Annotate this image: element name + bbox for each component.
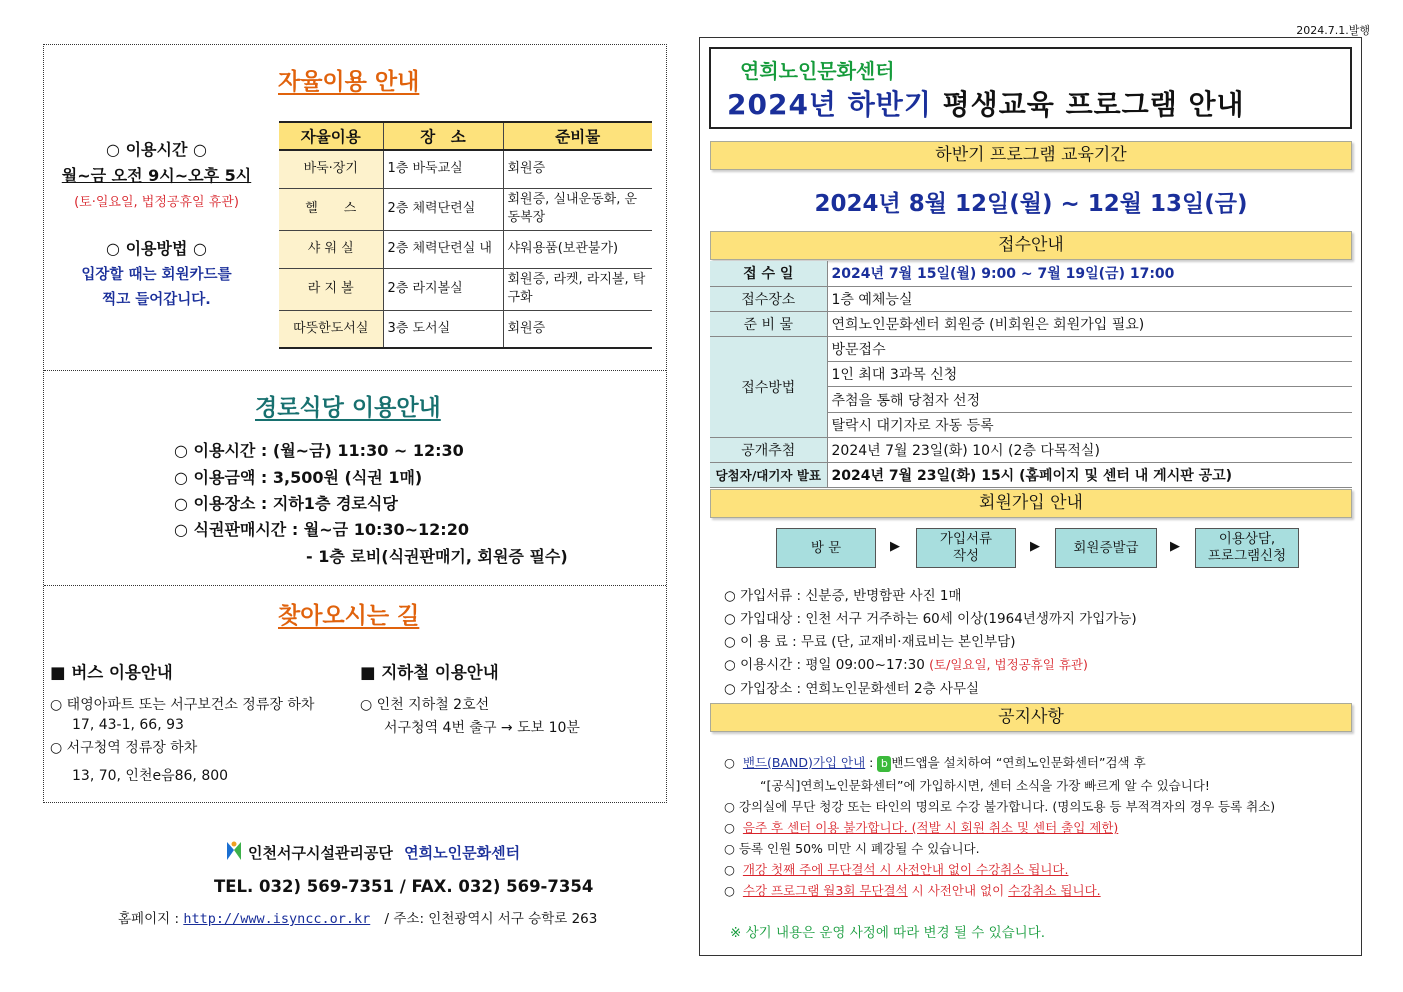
place-cell: 2층 라지볼실 (383, 268, 503, 310)
table-row (710, 337, 1352, 362)
draw-key: 공개추첨 (710, 437, 827, 462)
reg-method-value: 방문접수 (827, 337, 1352, 362)
absence-text-c: 수강취소 됩니다. (1008, 883, 1101, 898)
section-divider (44, 370, 666, 371)
ticket-sales-hours: ○ 식권판매시간 : 월~금 10:30~12:20 (174, 520, 469, 539)
activity-cell: 헬 스 (279, 188, 383, 230)
reg-prep-value: 연희노인문화센터 회원증 (비회원은 회원가입 필요) (827, 311, 1352, 336)
absence-text-a: 수강 프로그램 월3회 무단결석 (742, 883, 908, 898)
step-documents: 가입서류 작성 (916, 528, 1016, 568)
place-cell: 2층 체력단련실 내 (383, 230, 503, 268)
reg-method-value: 1인 최대 3과목 신청 (827, 362, 1352, 387)
supplies-cell: 회원증, 라켓, 라지볼, 탁구화 (503, 268, 652, 310)
org-name: 인천서구시설관리공단 (248, 844, 393, 862)
hours-text: 월~금 오전 9시~오후 5시 (61, 166, 252, 185)
activity-cell: 바둑·장기 (279, 150, 383, 188)
closed-days: (토·일요일, 법정공휴일 휴관) (74, 195, 239, 210)
col-header-activity: 자율이용 (279, 122, 383, 150)
hours-title: ○ 이용시간 ○ (106, 140, 207, 159)
table-row (279, 268, 652, 310)
first-week-text: 개강 첫째 주에 무단결석 시 사전안내 없이 수강취소 됩니다. (742, 862, 1069, 877)
notice-alcohol (724, 818, 1118, 836)
reg-method-value: 탈락시 대기자로 자동 등록 (827, 412, 1352, 437)
section-divider (44, 585, 666, 586)
method-line-1: 입장할 때는 회원카드를 (81, 267, 232, 283)
method-line-2: 찍고 들어갑니다. (102, 292, 211, 308)
notice-no-audit: ○ 강의실에 무단 청강 또는 타인의 명의로 수강 불가합니다. (명의도용 등 부적격자의 경우 등록 취소) (724, 799, 1276, 814)
notice-bar: 공지사항 (710, 703, 1352, 732)
band-notice (724, 753, 1146, 772)
bus-routes-1: 17, 43-1, 66, 93 (72, 717, 184, 733)
title-year: 2024년 하반기 (727, 88, 932, 121)
bus-stop-2: ○ 서구청역 정류장 하차 (50, 740, 198, 756)
bullet: ○ (724, 820, 735, 835)
center-name: 연희노인문화센터 (404, 844, 521, 862)
subway-exit: 서구청역 4번 출구 → 도보 10분 (384, 720, 580, 736)
tel-fax: TEL. 032) 569-7351 / FAX. 032) 569-7354 (214, 877, 594, 896)
reg-place-value: 1층 예체능실 (827, 286, 1352, 311)
cafeteria-price: ○ 이용금액 : 3,500원 (식권 1매) (174, 468, 423, 487)
bus-routes-2: 13, 70, 인천e음86, 800 (72, 768, 229, 784)
reg-method-value: 추첨을 통해 당첨자 선정 (827, 387, 1352, 412)
step-member-card: 회원증발급 (1055, 528, 1157, 568)
announce-value: 2024년 7월 23일(화) 15시 (홈페이지 및 센터 내 게시판 공고) (827, 463, 1352, 488)
join-documents: ○ 가입서류 : 신분증, 반명함판 사진 1매 (724, 588, 962, 604)
notice-absence (724, 881, 1101, 899)
registration-table (710, 261, 1352, 488)
org-name-line (248, 842, 520, 863)
table-row (710, 286, 1352, 311)
col-header-place: 장 소 (383, 122, 503, 150)
join-eligibility: ○ 가입대상 : 인천 서구 거주하는 60세 이상(1964년생까지 가입가능) (724, 611, 1137, 627)
center-subtitle: 연희노인문화센터 (740, 59, 895, 83)
subway-heading: ■ 지하철 이용안내 (360, 663, 499, 682)
bus-stop-1: ○ 태영아파트 또는 서구보건소 정류장 하차 (50, 697, 315, 713)
separator: : (869, 755, 874, 770)
cafeteria-heading: 경로식당 이용안내 (255, 395, 441, 421)
step-arrow: ▶ (1030, 539, 1040, 554)
band-instructions: 밴드앱을 설치하여 “연희노인문화센터”검색 후 (891, 755, 1146, 770)
subway-line: ○ 인천 지하철 2호선 (360, 697, 490, 713)
place-cell: 2층 체력단련실 (383, 188, 503, 230)
table-row (710, 311, 1352, 336)
reg-prep-key: 준 비 물 (710, 311, 827, 336)
bullet: ○ (724, 755, 735, 770)
method-title: ○ 이용방법 ○ (106, 239, 207, 258)
web-address-line (118, 907, 597, 927)
step-arrow: ▶ (1170, 539, 1180, 554)
cafeteria-place: ○ 이용장소 : 지하1층 경로식당 (174, 494, 398, 513)
band-link[interactable]: 밴드(BAND)가입 안내 (742, 755, 866, 770)
reg-date-value: 2024년 7월 15일(월) 9:00 ~ 7월 19일(금) 17:00 (827, 261, 1352, 286)
notice-first-week (724, 860, 1068, 878)
draw-value: 2024년 7월 23일(화) 10시 (2층 다목적실) (827, 437, 1352, 462)
self-use-heading: 자율이용 안내 (278, 69, 420, 95)
alcohol-text: 음주 후 센터 이용 불가합니다. (적발 시 회원 취소 및 센터 출입 제한) (742, 820, 1119, 835)
notice-min-enrollment: ○ 등록 인원 50% 미만 시 폐강될 수 있습니다. (724, 841, 980, 856)
web-label: 홈페이지 : (118, 911, 180, 927)
table-row (279, 230, 652, 268)
supplies-cell: 회원증, 실내운동화, 운동복장 (503, 188, 652, 230)
join-hours-line (724, 653, 1088, 673)
join-fee: ○ 이 용 료 : 무료 (단, 교재비·재료비는 본인부담) (724, 634, 1016, 650)
join-closed: (토/일요일, 법정공휴일 휴관) (929, 657, 1088, 672)
education-period: 2024년 8월 12일(월) ~ 12월 13일(금) (814, 191, 1248, 217)
membership-bar: 회원가입 안내 (710, 489, 1352, 518)
period-bar: 하반기 프로그램 교육기간 (710, 141, 1352, 170)
bullet: ○ (724, 862, 735, 877)
cafeteria-hours: ○ 이용시간 : (월~금) 11:30 ~ 12:30 (174, 441, 464, 460)
table-row (710, 261, 1352, 286)
activity-cell: 샤 워 실 (279, 230, 383, 268)
address: / 주소: 인천광역시 서구 승학로 263 (384, 911, 598, 927)
registration-bar: 접수안내 (710, 231, 1352, 260)
table-row (710, 463, 1352, 488)
reg-place-key: 접수장소 (710, 286, 827, 311)
place-cell: 3층 도서실 (383, 310, 503, 348)
supplies-cell: 회원증 (503, 150, 652, 188)
announce-key: 당첨자/대기자 발표 (710, 463, 827, 488)
bullet: ○ (724, 883, 735, 898)
self-use-table (279, 121, 652, 349)
title-rest: 평생교육 프로그램 안내 (942, 88, 1245, 121)
reg-date-key: 접 수 일 (710, 261, 827, 286)
table-row (279, 310, 652, 348)
table-header-row (279, 122, 652, 150)
bus-heading: ■ 버스 이용안내 (50, 663, 173, 682)
join-place: ○ 가입장소 : 연희노인문화센터 2층 사무실 (724, 681, 980, 697)
issue-date: 2024.7.1.발행 (1296, 24, 1370, 37)
directions-heading: 찾아오시는 길 (278, 603, 420, 629)
page-title (727, 83, 1245, 123)
band-join-text: “[공식]연희노인문화센터”에 가입하시면, 센터 소식을 가장 빠르게 알 수 있습니다! (760, 778, 1210, 793)
footnote: ※ 상기 내용은 운영 사정에 따라 변경 될 수 있습니다. (730, 925, 1046, 941)
ticket-sales-location: - 1층 로비(식권판매기, 회원증 필수) (306, 547, 568, 566)
step-arrow: ▶ (890, 539, 900, 554)
left-info-panel (43, 44, 667, 803)
place-cell: 1층 바둑교실 (383, 150, 503, 188)
supplies-cell: 샤워용품(보관불가) (503, 230, 652, 268)
table-row (279, 188, 652, 230)
step-visit: 방 문 (776, 528, 876, 568)
reg-method-key: 접수방법 (710, 337, 827, 438)
activity-cell: 따뜻한도서실 (279, 310, 383, 348)
table-row (710, 437, 1352, 462)
org-logo-icon (224, 840, 244, 862)
homepage-link[interactable]: http://www.isyncc.or.kr (183, 911, 371, 927)
col-header-supplies: 준비물 (503, 122, 652, 150)
absence-text-b: 시 사전안내 없이 (911, 883, 1005, 898)
join-hours: ○ 이용시간 : 평일 09:00~17:30 (724, 657, 925, 673)
table-row (279, 150, 652, 188)
supplies-cell: 회원증 (503, 310, 652, 348)
activity-cell: 라 지 볼 (279, 268, 383, 310)
band-app-icon: b (877, 756, 891, 772)
step-consult: 이용상담, 프로그램신청 (1195, 528, 1299, 568)
